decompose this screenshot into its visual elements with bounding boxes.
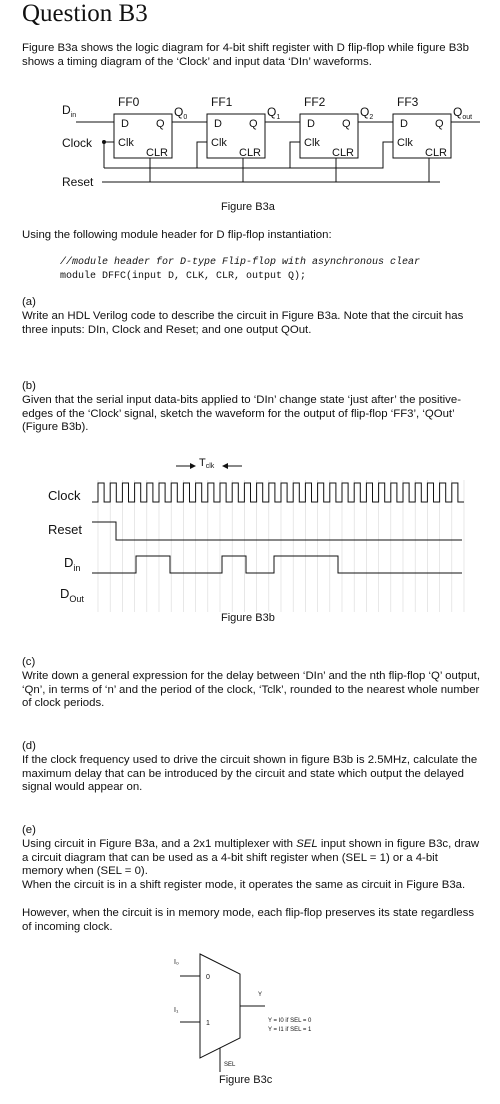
code-comment: //module header for D-type Flip-flop with asynchronous clear (60, 257, 421, 268)
part-e-text1: Using circuit in Figure B3a, and a 2x1 multiplexer with SEL input shown in figure B3c, draw a circuit diagram that can be used as a 4-bit shift register when (SEL = 1) or a 4-bit memory when (SEL = 0). (22, 838, 480, 878)
code-line: module DFFC(input D, CLK, CLR, output Q); (60, 271, 307, 282)
din-signal-label: $D_{in}$ (64, 555, 81, 573)
ff3-d-pin: D (400, 118, 408, 130)
ff2-clr-pin: CLR (332, 147, 355, 159)
clock-label: Clock (62, 136, 93, 150)
y-label: Y (258, 992, 263, 998)
ff1-clr-pin: CLR (239, 147, 262, 159)
part-e-label: (e) (22, 824, 36, 836)
figure-b3c-caption: Figure B3c (219, 1074, 273, 1086)
ff2-d-pin: D (307, 118, 315, 130)
ff1-q-pin: Q (249, 118, 258, 130)
figure-b3a-diagram (0, 84, 500, 214)
ff0-label: FF0 (118, 95, 140, 109)
mux-input-1: 1 (206, 1020, 210, 1027)
ff0-q-pin: Q (156, 118, 165, 130)
ff0-d-pin: D (121, 118, 129, 130)
din-label: $D_{in}$ (62, 103, 77, 119)
reset-label: Reset (62, 175, 94, 189)
q0-label: $Q_0$ (174, 105, 188, 121)
figure-b3b-caption: Figure B3b (221, 612, 275, 624)
i0-label: I₀ (174, 959, 179, 966)
figure-b3c-mux-diagram (150, 950, 370, 1080)
module-intro: Using the following module header for D flip-flop instantiation: (22, 229, 332, 241)
reset-waveform (92, 522, 462, 540)
part-c-label: (c) (22, 656, 36, 668)
ff3-q-pin: Q (435, 118, 444, 130)
mux-input-0: 0 (206, 974, 210, 981)
clock-junction-dot (102, 140, 106, 144)
sel-label: SEL (224, 1062, 236, 1068)
ff2-q-pin: Q (342, 118, 351, 130)
ff2-label: FF2 (304, 95, 326, 109)
part-b-label: (b) (22, 380, 36, 392)
ff3-clr-pin: CLR (425, 147, 448, 159)
ff1-clk-pin: Clk (211, 137, 227, 149)
q2-label: $Q_2$ (360, 105, 374, 121)
part-b-text: Given that the serial input data-bits applied to ‘DIn’ change state ‘just after’ the positive-edges of the ‘Clock’ signal, sketch the waveform for the output of flip-flop ‘FF3’, ‘QOut’ (Figure B3b). (22, 394, 461, 434)
part-e-text2: When the circuit is in a shift register mode, it operates the same as circuit in Figure B3a. (22, 879, 466, 891)
figure-b3b-timing-diagram (0, 440, 500, 615)
din-waveform (92, 556, 462, 573)
dout-signal-label: $D_{Out}$ (60, 586, 84, 604)
part-d-text: If the clock frequency used to drive the circuit shown in figure B3b is 2.5MHz, calculate the maximum delay that can be introduced by the circuit and state which output the delayed signal would appear on. (22, 754, 478, 794)
mux-body (200, 954, 240, 1058)
clock-signal-label: Clock (48, 488, 81, 503)
part-a-text: Write an HDL Verilog code to describe the circuit in Figure B3a. Note that the circuit has three inputs: DIn, Clock and Reset; and one output QOut. (22, 310, 464, 336)
part-e-text3: However, when the circuit is in memory mode, each flip-flop preserves its state regardless of incoming clock. (22, 907, 475, 933)
ff3-label: FF3 (397, 95, 419, 109)
i1-label: I₁ (174, 1007, 179, 1014)
reset-signal-label: Reset (48, 522, 82, 537)
q1-label: $Q_1$ (267, 105, 281, 121)
part-c-text: Write down a general expression for the delay between ‘DIn’ and the nth flip-flop ‘Q’ output, ‘Qn’, in terms of ‘n’ and the period of the clock, ‘Tclk’, rounded to the nearest whole number of clock periods. (22, 670, 480, 710)
clock-waveform (92, 483, 464, 502)
ff0-clk-pin: Clk (118, 137, 134, 149)
mux-eq-sel0: Y = I0 if SEL = 0 (268, 1018, 312, 1024)
ff0-clr-pin: CLR (146, 147, 169, 159)
ff1-label: FF1 (211, 95, 233, 109)
ff1-d-pin: D (214, 118, 222, 130)
part-a-label: (a) (22, 296, 36, 308)
ff2-clk-pin: Clk (304, 137, 320, 149)
page-title: Question B3 (22, 0, 148, 27)
intro-text: Figure B3a shows the logic diagram for 4-bit shift register with D flip-flop while figure B3b shows a timing diagram of the ‘Clock’ and input data ‘DIn’ waveforms. (22, 42, 469, 68)
mux-eq-sel1: Y = I1 if SEL = 1 (268, 1027, 312, 1033)
figure-b3a-caption: Figure B3a (221, 201, 275, 213)
qout-label: $Q_{out}$ (453, 105, 473, 121)
part-d-label: (d) (22, 740, 36, 752)
tclk-label: Tclk (199, 457, 215, 470)
ff3-clk-pin: Clk (397, 137, 413, 149)
